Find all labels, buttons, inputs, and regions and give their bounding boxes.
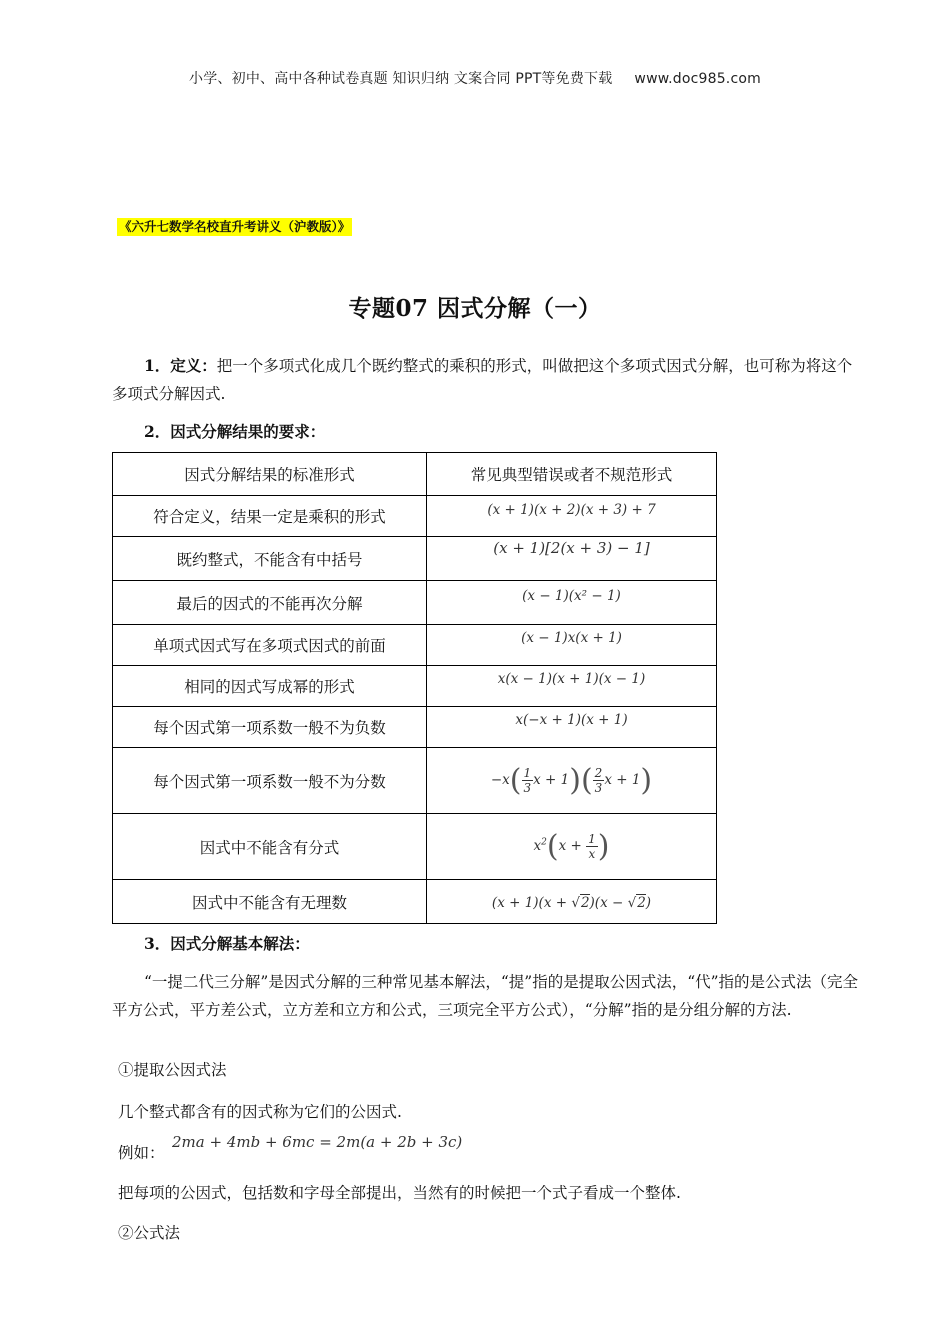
rule-cell: 每个因式第一项系数一般不为负数 [113,707,427,748]
rule-cell: 每个因式第一项系数一般不为分数 [113,748,427,814]
table-header-row [113,453,717,496]
definition-paragraph [112,352,864,408]
table-row [113,666,717,707]
methods-intro: “一提二代三分解”是因式分解的三种常见基本解法，“提”指的是提取公因式法，“代”指的是公式法（完全平方公式，平方差公式，立方差和立方和公式，三项完全平方公式），“分解”指的是分组分解的方法. [112,973,859,1019]
header-banner: 小学、初中、高中各种试卷真题 知识归纳 文案合同 PPT等免费下载 [189,71,613,87]
header-site-link[interactable]: www.doc985.com [634,71,761,87]
table-row [113,707,717,748]
table-row [113,537,717,581]
method2-heading: ②公式法 [118,1224,181,1242]
example-formula: (x − 1)x(x + 1) [521,630,622,646]
example-formula: (x + 1)(x + 2)(x + 3) + 7 [487,502,656,518]
table-row [113,748,717,814]
rule-cell: 因式中不能含有分式 [113,814,427,880]
fraction-one-over-x: $\frac{1}{x}$ [588,832,596,861]
example-cell [427,625,717,666]
example-formula-irrational: (x + 1)(x + √2)(x − √2) [491,894,652,911]
example-cell [427,666,717,707]
series-tag: 《六升七数学名校直升考讲义（沪教版）》 [119,219,351,234]
example-equation: 2ma + 4mb + 6mc = 2m(a + 2b + 3c) [172,1133,463,1151]
requirements-table [112,452,717,924]
example-formula: (x − 1)(x² − 1) [522,588,621,604]
example-formula-fractions: −x( $\frac{1}{3}$ x + 1)( $\frac{2}{3}$ x + 1) [490,763,653,798]
table-row [113,625,717,666]
example-formula: (x + 1)[2(x + 3) − 1] [493,539,650,557]
example-label: 例如： [118,1144,165,1162]
example-formula: x(−x + 1)(x + 1) [515,712,628,728]
example-formula: x(x − 1)(x + 1)(x − 1) [497,671,646,687]
example-formula-rational: $x^2(x$ + $\frac{1}{x}$ ) [533,829,610,864]
section2-heading: 2．因式分解结果的要求： [144,422,326,441]
table-row [113,496,717,537]
example-cell [427,496,717,537]
table-header-standard: 因式分解结果的标准形式 [113,453,427,496]
example-cell [427,707,717,748]
rule-cell: 相同的因式写成幂的形式 [113,666,427,707]
page-header [0,68,950,88]
rule-cell: 因式中不能含有无理数 [113,880,427,924]
table-row [113,814,717,880]
example-cell [427,814,717,880]
definition-text: 把一个多项式化成几个既约整式的乘积的形式，叫做把这个多项式因式分解，也可称为将这个多项式分解因式. [112,357,853,403]
fraction-one-third: $\frac{1}{3}$ [523,766,532,795]
definition-label: 1．定义： [144,356,217,375]
page-title: 专题07 因式分解（一） [348,295,602,322]
example-cell [427,581,717,625]
rule-cell: 既约整式，不能含有中括号 [113,537,427,581]
common-factor-note: 把每项的公因式，包括数和字母全部提出，当然有的时候把一个式子看成一个整体. [118,1184,681,1202]
common-factor-definition: 几个整式都含有的因式称为它们的公因式. [118,1103,402,1121]
fraction-two-thirds: $\frac{2}{3}$ [594,766,603,795]
table-row [113,880,717,924]
rule-cell: 单项式因式写在多项式因式的前面 [113,625,427,666]
method1-heading: ①提取公因式法 [118,1061,227,1079]
section3-heading: 3．因式分解基本解法： [144,934,310,953]
example-cell [427,880,717,924]
rule-cell: 符合定义，结果一定是乘积的形式 [113,496,427,537]
rule-cell: 最后的因式的不能再次分解 [113,581,427,625]
example-cell [427,748,717,814]
table-row [113,581,717,625]
example-cell [427,537,717,581]
table-header-errors: 常见典型错误或者不规范形式 [427,453,717,496]
